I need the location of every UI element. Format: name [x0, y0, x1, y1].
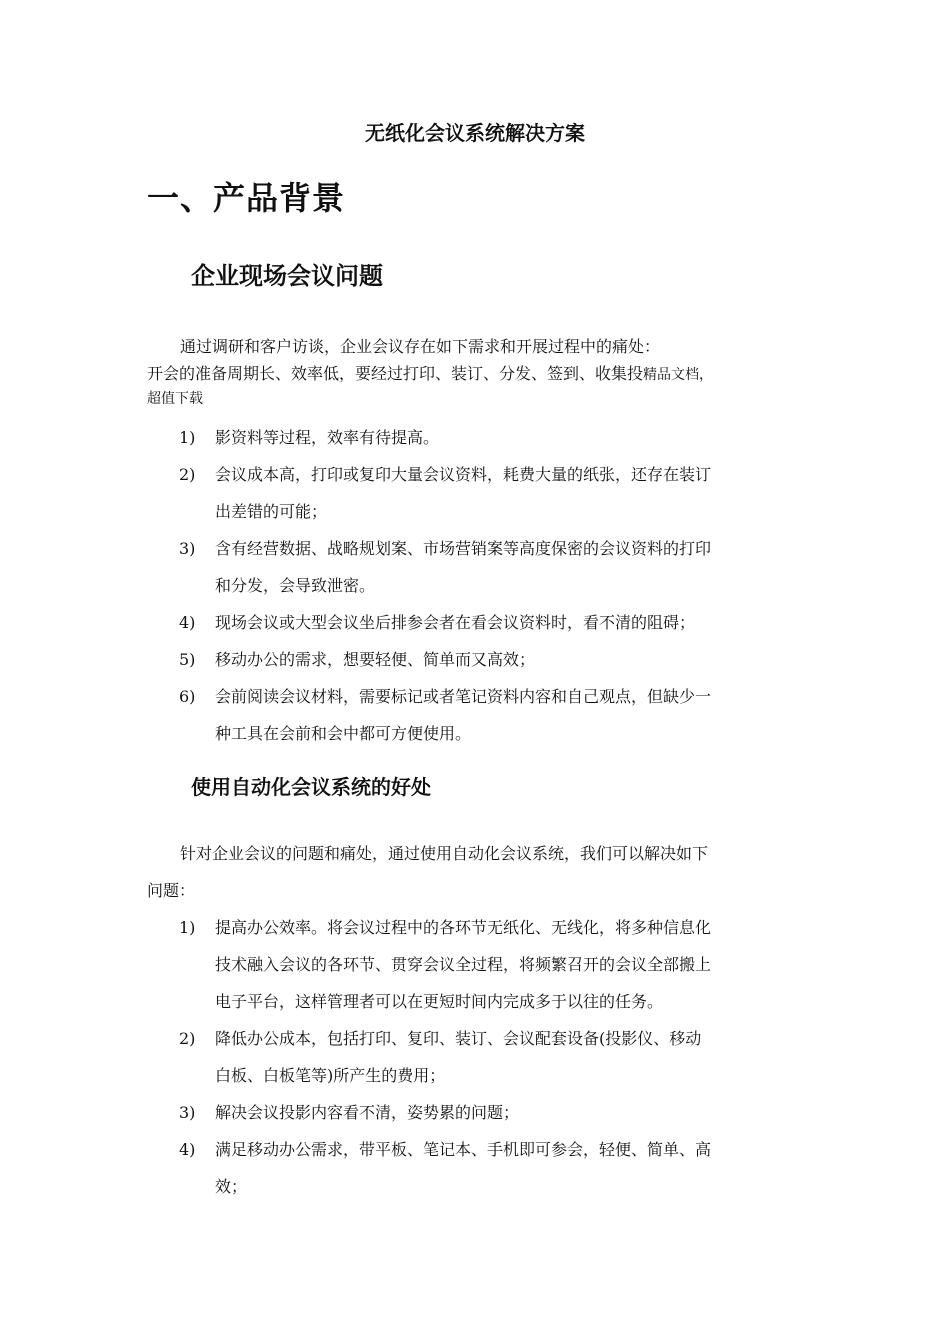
list-item-number: 2) — [179, 465, 196, 484]
list-item-number: 4) — [179, 613, 196, 632]
list-item-text: 影资料等过程，效率有待提高。 — [215, 428, 440, 447]
list-item-text: 技术融入会议的各环节、贯穿会议全过程，将频繁召开的会议全部搬上 — [215, 955, 712, 974]
list-item-text: 现场会议或大型会议坐后排参会者在看会议资料时，看不清的阻碍； — [215, 613, 696, 632]
section-heading-product-background: 一、产品背景 — [147, 179, 346, 217]
list-item — [179, 419, 809, 456]
list-item-number: 2) — [179, 1029, 196, 1048]
benefits-intro-paragraph — [147, 835, 807, 909]
list-item — [179, 456, 809, 530]
list-item-text: 满足移动办公需求，带平板、笔记本、手机即可参会，轻便、简单、高 — [215, 1140, 712, 1159]
list-item — [179, 530, 809, 604]
subsection-heading-benefits: 使用自动化会议系统的好处 — [191, 775, 431, 799]
problems-list — [179, 419, 809, 752]
list-item-number: 3) — [179, 539, 196, 558]
list-item-text: 解决会议投影内容看不清，姿势累的问题； — [215, 1103, 520, 1122]
list-item-text: 移动办公的需求，想要轻便、简单而又高效； — [215, 650, 536, 669]
list-item-number: 6) — [179, 687, 196, 706]
list-item-text: 提高办公效率。将会议过程中的各环节无纸化、无线化，将多种信息化 — [215, 918, 712, 937]
list-item-text: 会前阅读会议材料，需要标记或者笔记资料内容和自己观点，但缺少一 — [215, 687, 712, 706]
list-item-text: 效； — [215, 1177, 248, 1196]
list-item — [179, 1020, 809, 1094]
list-item-number: 1) — [179, 918, 196, 937]
problems-intro-line1: 通过调研和客户访谈，企业会议存在如下需求和开展过程中的痛处： — [180, 337, 661, 356]
list-item-number: 5) — [179, 650, 196, 669]
list-item-number: 1) — [179, 428, 196, 447]
list-item — [179, 1094, 809, 1131]
list-item — [179, 909, 809, 1020]
list-item — [179, 604, 809, 641]
list-item — [179, 1131, 809, 1205]
list-item-text: 种工具在会前和会中都可方便使用。 — [215, 724, 472, 743]
list-item-number: 4) — [179, 1140, 196, 1159]
list-item-number: 3) — [179, 1103, 196, 1122]
list-item — [179, 678, 809, 752]
list-item-text: 白板、白板笔等)所产生的费用； — [215, 1066, 446, 1085]
problems-intro-line3: 超值下载 — [147, 391, 203, 407]
list-item-text: 出差错的可能； — [215, 502, 328, 521]
problems-intro-line2-text: 开会的准备周期长、效率低，要经过打印、装订、分发、签到、收集投 — [147, 364, 644, 383]
list-item-text: 会议成本高，打印或复印大量会议资料，耗费大量的纸张，还存在装订 — [215, 465, 712, 484]
problems-intro-paragraph — [147, 331, 807, 412]
list-item-text: 电子平台，这样管理者可以在更短时间内完成多于以往的任务。 — [215, 992, 664, 1011]
list-item-text: 含有经营数据、战略规划案、市场营销案等高度保密的会议资料的打印 — [215, 539, 712, 558]
benefits-list — [179, 909, 809, 1205]
list-item-text: 降低办公成本，包括打印、复印、装订、会议配套设备(投影仪、移动 — [215, 1029, 702, 1048]
problems-intro-line2 — [147, 363, 807, 386]
subsection-heading-meeting-problems: 企业现场会议问题 — [191, 262, 383, 290]
watermark-text: 精品文档， — [643, 367, 714, 383]
list-item-text: 和分发，会导致泄密。 — [215, 576, 376, 595]
benefits-intro-line1: 针对企业会议的问题和痛处，通过使用自动化会议系统，我们可以解决如下 — [180, 844, 709, 863]
document-title: 无纸化会议系统解决方案 — [365, 121, 585, 145]
list-item — [179, 641, 809, 678]
benefits-intro-line2: 问题： — [147, 881, 196, 900]
